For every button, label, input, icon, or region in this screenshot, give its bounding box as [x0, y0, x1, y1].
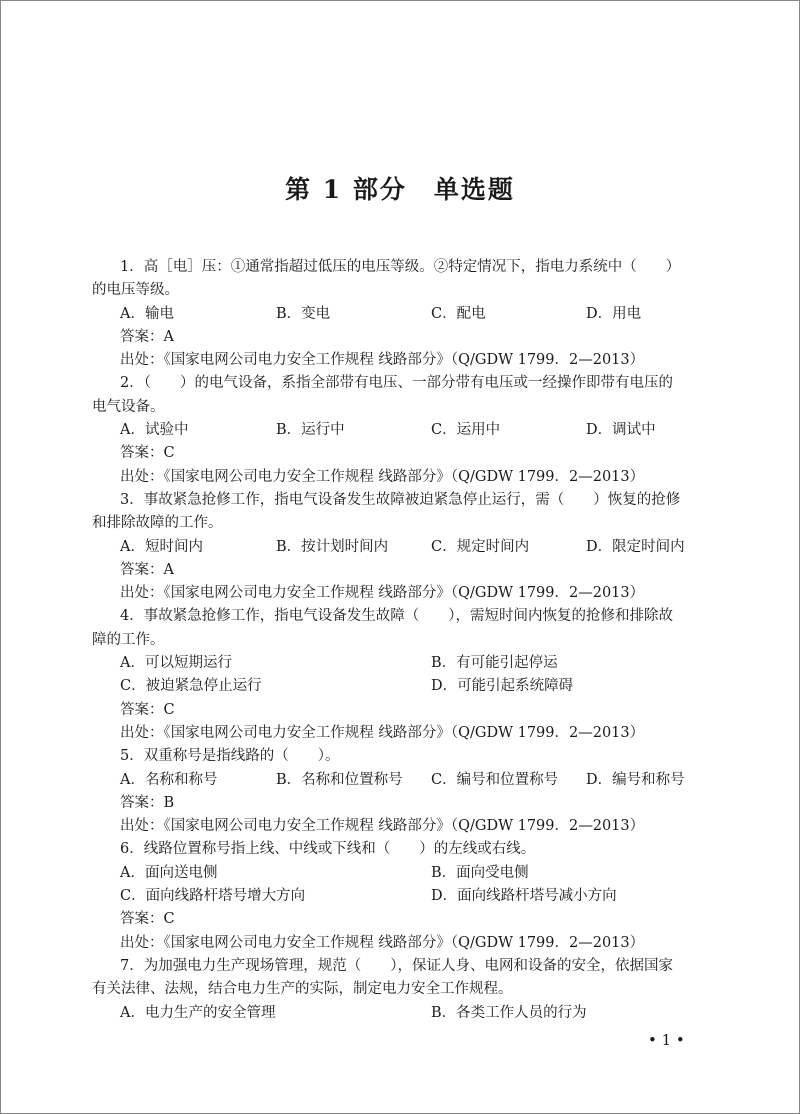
option-a: A．可以短期运行: [120, 655, 232, 672]
question-6-options-row-1: [0, 862, 800, 885]
source-citation: 出处：《国家电网公司电力安全工作规程 线路部分》（Q/GDW 1799．2—2013）: [120, 818, 645, 835]
option-d: D．用电: [586, 305, 642, 322]
option-c: C．运用中: [431, 422, 501, 439]
question-6-options-row-2: [0, 885, 800, 908]
answer: 答案：B: [120, 794, 175, 811]
option-c: C．编号和位置称号: [431, 771, 559, 788]
question-1-options: [0, 303, 800, 326]
option-a: A．输电: [120, 305, 174, 322]
page-number: • 1 •: [648, 1031, 685, 1049]
question-list: [0, 256, 800, 1025]
question-7-line-2: 有关法律、法规，结合电力生产的实际，制定电力安全工作规程。: [92, 981, 513, 998]
source-citation: 出处：《国家电网公司电力安全工作规程 线路部分》（Q/GDW 1799．2—2013）: [120, 934, 645, 951]
answer: 答案：A: [120, 328, 174, 345]
question-4-options-row-1: [0, 652, 800, 675]
option-a: A．名称和称号: [120, 771, 218, 788]
answer: 答案：C: [120, 701, 175, 718]
question-4-options-row-2: [0, 675, 800, 698]
option-b: B．按计划时间内: [276, 538, 389, 555]
option-c: C．规定时间内: [431, 538, 530, 555]
answer: 答案：A: [120, 561, 174, 578]
option-c: C．面向线路杆塔号增大方向: [120, 888, 306, 905]
option-c: C．被迫紧急停止运行: [120, 678, 262, 695]
option-c: C．配电: [431, 305, 486, 322]
option-d: D．面向线路杆塔号减小方向: [431, 888, 617, 905]
answer: 答案：C: [120, 911, 175, 928]
source-citation: 出处：《国家电网公司电力安全工作规程 线路部分》（Q/GDW 1799．2—2013）: [120, 724, 645, 741]
question-1-line-2: 的电压等级。: [92, 282, 179, 299]
question-3-line-1: 3．事故紧急抢修工作，指电气设备发生故障被迫紧急停止运行，需（ ）恢复的抢修: [120, 491, 681, 508]
question-2-line-1: 2．（ ）的电气设备，系指全部带有电压、一部分带有电压或一经操作即带有电压的: [120, 375, 673, 392]
option-a: A．面向送电侧: [120, 864, 218, 881]
question-2-line-2: 电气设备。: [92, 398, 165, 415]
option-d: D．限定时间内: [586, 538, 685, 555]
answer: 答案：C: [120, 445, 175, 462]
question-5-options: [0, 769, 800, 792]
source-citation: 出处：《国家电网公司电力安全工作规程 线路部分》（Q/GDW 1799．2—2013）: [120, 352, 645, 369]
question-7-line-1: 7．为加强电力生产现场管理，规范（ ），保证人身、电网和设备的安全，依据国家: [120, 957, 673, 974]
source-citation: 出处：《国家电网公司电力安全工作规程 线路部分》（Q/GDW 1799．2—2013）: [120, 585, 645, 602]
question-6-line-1: 6．线路位置称号指上线、中线或下线和（ ）的左线或右线。: [120, 841, 536, 858]
question-2-options: [0, 419, 800, 442]
option-b: B．有可能引起停运: [431, 655, 558, 672]
option-a: A．试验中: [120, 422, 189, 439]
question-7-options-row-1: [0, 1002, 800, 1025]
option-b: B．各类工作人员的行为: [431, 1004, 587, 1021]
question-3-line-2: 和排除故障的工作。: [92, 515, 223, 532]
option-d: D．调试中: [586, 422, 656, 439]
question-1-line-1: 1．高［电］压：①通常指超过低压的电压等级。②特定情况下，指电力系统中（ ）: [120, 259, 681, 275]
option-b: B．面向受电侧: [431, 864, 529, 881]
source-citation: 出处：《国家电网公司电力安全工作规程 线路部分》（Q/GDW 1799．2—2013）: [120, 468, 645, 485]
question-4-line-2: 障的工作。: [92, 631, 165, 648]
option-d: D．可能引起系统障碍: [431, 678, 574, 695]
option-b: B．名称和位置称号: [276, 771, 403, 788]
question-4-line-1: 4．事故紧急抢修工作，指电气设备发生故障（ ），需短时间内恢复的抢修和排除故: [120, 608, 673, 625]
option-d: D．编号和称号: [586, 771, 685, 788]
question-5-line-1: 5．双重称号是指线路的（ ）。: [120, 748, 340, 765]
page-title: 第 1 部分 单选题: [285, 175, 515, 204]
option-a: A．电力生产的安全管理: [120, 1004, 276, 1021]
option-a: A．短时间内: [120, 538, 203, 555]
question-3-options: [0, 536, 800, 559]
option-b: B．变电: [276, 305, 331, 322]
option-b: B．运行中: [276, 422, 345, 439]
